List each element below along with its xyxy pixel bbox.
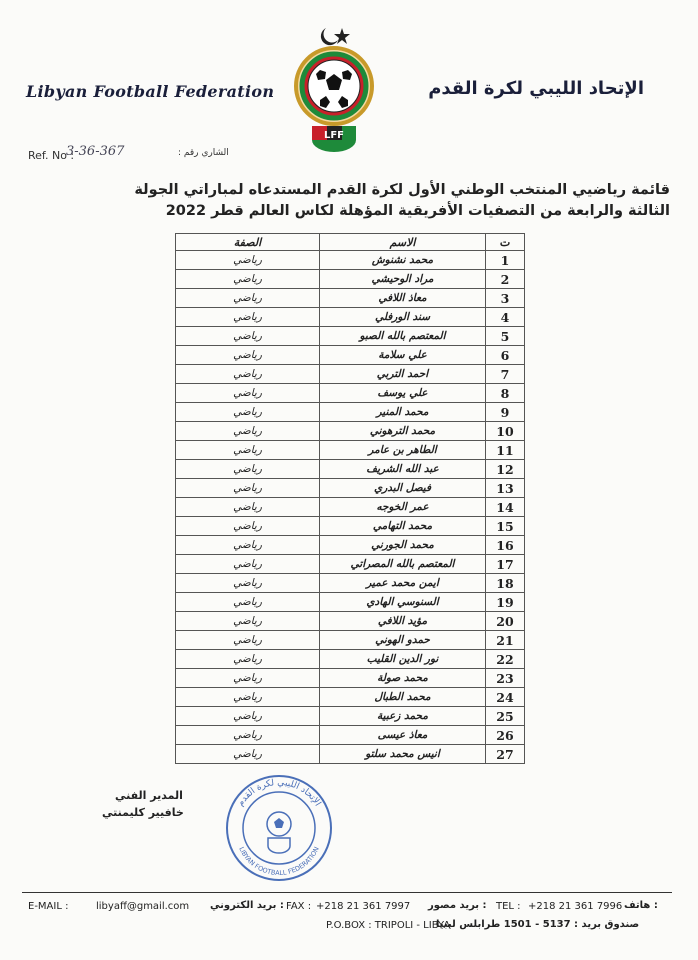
player-name: نور الدين القليب (320, 650, 486, 669)
player-role: رياضي (176, 346, 320, 365)
player-role: رياضي (176, 384, 320, 403)
row-number: 12 (486, 460, 525, 479)
table-row (176, 403, 525, 422)
title-line-1: قائمة رياضيي المنتخب الوطني الأول لكرة القدم المستدعاه لمباراتي الجولة (134, 182, 670, 198)
player-role: رياضي (176, 650, 320, 669)
federation-name-ar: الإتحاد الليبي لكرة القدم (428, 78, 644, 99)
player-name: السنوسي الهادي (320, 593, 486, 612)
table-row (176, 460, 525, 479)
table-header-row (176, 234, 525, 251)
tel-number: +218 21 361 7996 (528, 901, 623, 912)
player-role: رياضي (176, 726, 320, 745)
row-number: 1 (486, 251, 525, 270)
player-role: رياضي (176, 612, 320, 631)
player-name: عمر الخوجه (320, 498, 486, 517)
document-title (110, 180, 670, 222)
player-role: رياضي (176, 517, 320, 536)
email-label-ar: : بريد الكتروني (210, 900, 284, 911)
row-number: 26 (486, 726, 525, 745)
tel-label-ar: : هاتف (624, 900, 658, 911)
player-role: رياضي (176, 688, 320, 707)
crescent-icon (321, 28, 338, 45)
player-role: رياضي (176, 593, 320, 612)
player-name: محمد صولة (320, 669, 486, 688)
player-role: رياضي (176, 631, 320, 650)
table-row (176, 422, 525, 441)
row-number: 11 (486, 441, 525, 460)
row-number: 21 (486, 631, 525, 650)
row-number: 19 (486, 593, 525, 612)
player-name: محمد الترهوني (320, 422, 486, 441)
player-name: عبد الله الشريف (320, 460, 486, 479)
email-link[interactable]: libyaff@gmail.com (96, 901, 190, 912)
player-name: مؤيد اللافي (320, 612, 486, 631)
row-number: 13 (486, 479, 525, 498)
player-role: رياضي (176, 270, 320, 289)
row-number: 6 (486, 346, 525, 365)
player-role: رياضي (176, 251, 320, 270)
player-name: حمدو الهوني (320, 631, 486, 650)
player-role: رياضي (176, 308, 320, 327)
po-box: P.O.BOX : TRIPOLI - LIBYA (326, 920, 451, 931)
player-name: علي سلامة (320, 346, 486, 365)
player-role: رياضي (176, 574, 320, 593)
player-name: انيس محمد سلتو (320, 745, 486, 764)
row-number: 15 (486, 517, 525, 536)
table-row (176, 631, 525, 650)
table-body (176, 251, 525, 764)
table-row (176, 555, 525, 574)
table-row (176, 612, 525, 631)
player-role: رياضي (176, 460, 320, 479)
email-label: E-MAIL : (28, 901, 69, 912)
table-row (176, 251, 525, 270)
coach-title: المدير الفني (115, 789, 183, 802)
player-role: رياضي (176, 745, 320, 764)
row-number: 2 (486, 270, 525, 289)
table-row (176, 707, 525, 726)
player-name: مراد الوحيشي (320, 270, 486, 289)
row-number: 7 (486, 365, 525, 384)
lff-logo (290, 22, 378, 158)
table-row (176, 593, 525, 612)
fax-number: +218 21 361 7997 (316, 901, 411, 912)
player-role: رياضي (176, 498, 320, 517)
fax-label-ar: : بريد مصور (428, 900, 487, 911)
svg-text:الإتحاد الليبي لكرة القدم: الإتحاد الليبي لكرة القدم (235, 777, 323, 809)
row-number: 24 (486, 688, 525, 707)
player-role: رياضي (176, 555, 320, 574)
table-row (176, 479, 525, 498)
table-row (176, 365, 525, 384)
ref-number: 3-36-367 (66, 144, 125, 159)
header-name: الاسم (320, 234, 486, 251)
table-row (176, 650, 525, 669)
player-name: محمد الطبال (320, 688, 486, 707)
player-role: رياضي (176, 536, 320, 555)
table-row (176, 745, 525, 764)
player-role: رياضي (176, 365, 320, 384)
row-number: 5 (486, 327, 525, 346)
player-name: الطاهر بن عامر (320, 441, 486, 460)
table-row (176, 517, 525, 536)
row-number: 25 (486, 707, 525, 726)
player-name: محمد زعبية (320, 707, 486, 726)
row-number: 20 (486, 612, 525, 631)
player-name: المعتصم بالله الصبو (320, 327, 486, 346)
federation-name-en: Libyan Football Federation (26, 82, 275, 101)
table-row (176, 726, 525, 745)
player-roster-table (175, 233, 525, 764)
player-name: فيصل البدري (320, 479, 486, 498)
row-number: 23 (486, 669, 525, 688)
player-name: محمد نشنوش (320, 251, 486, 270)
row-number: 27 (486, 745, 525, 764)
table-row (176, 498, 525, 517)
player-role: رياضي (176, 479, 320, 498)
player-role: رياضي (176, 327, 320, 346)
player-name: معاذ عيسى (320, 726, 486, 745)
svg-text:LIBYAN FOOTBALL FEDERATION: LIBYAN FOOTBALL FEDERATION (237, 845, 321, 878)
player-name: علي يوسف (320, 384, 486, 403)
player-role: رياضي (176, 707, 320, 726)
player-name: محمد التهامي (320, 517, 486, 536)
player-name: محمد المنير (320, 403, 486, 422)
footer-divider (22, 892, 672, 893)
player-name: محمد الجورني (320, 536, 486, 555)
row-number: 10 (486, 422, 525, 441)
title-line-2: الثالثة والرابعة من التصفيات الأفريقية المؤهلة لكاس العالم قطر 2022 (165, 203, 670, 219)
table-row (176, 441, 525, 460)
tel-label: TEL : (496, 901, 521, 912)
table-row (176, 574, 525, 593)
row-number: 14 (486, 498, 525, 517)
row-number: 3 (486, 289, 525, 308)
player-name: احمد التربي (320, 365, 486, 384)
federation-stamp (222, 772, 336, 884)
row-number: 9 (486, 403, 525, 422)
player-role: رياضي (176, 441, 320, 460)
row-number: 8 (486, 384, 525, 403)
table-row (176, 327, 525, 346)
row-number: 4 (486, 308, 525, 327)
player-name: معاذ اللافي (320, 289, 486, 308)
row-number: 18 (486, 574, 525, 593)
fax-label: FAX : (286, 901, 312, 912)
table-row (176, 536, 525, 555)
ref-label-ar: الشاري رقم : (178, 148, 229, 158)
player-name: ايمن محمد عمير (320, 574, 486, 593)
ref-label: Ref. No : (28, 149, 75, 162)
player-name: سند الورفلي (320, 308, 486, 327)
row-number: 22 (486, 650, 525, 669)
row-number: 16 (486, 536, 525, 555)
table-row (176, 346, 525, 365)
table-row (176, 308, 525, 327)
svg-text:LFF: LFF (323, 130, 345, 141)
table-row (176, 688, 525, 707)
table-row (176, 289, 525, 308)
row-number: 17 (486, 555, 525, 574)
header-num: ت (486, 234, 525, 251)
coach-name: خافيير كليمنتي (102, 806, 184, 819)
player-role: رياضي (176, 669, 320, 688)
table-row (176, 669, 525, 688)
table-row (176, 384, 525, 403)
header-role: الصفة (176, 234, 320, 251)
player-role: رياضي (176, 403, 320, 422)
player-role: رياضي (176, 289, 320, 308)
po-box-ar: صندوق بريد : 5137 - 1501 طرابلس ليبيا (436, 919, 640, 930)
player-name: المعتصم بالله المصراتي (320, 555, 486, 574)
player-role: رياضي (176, 422, 320, 441)
table-row (176, 270, 525, 289)
